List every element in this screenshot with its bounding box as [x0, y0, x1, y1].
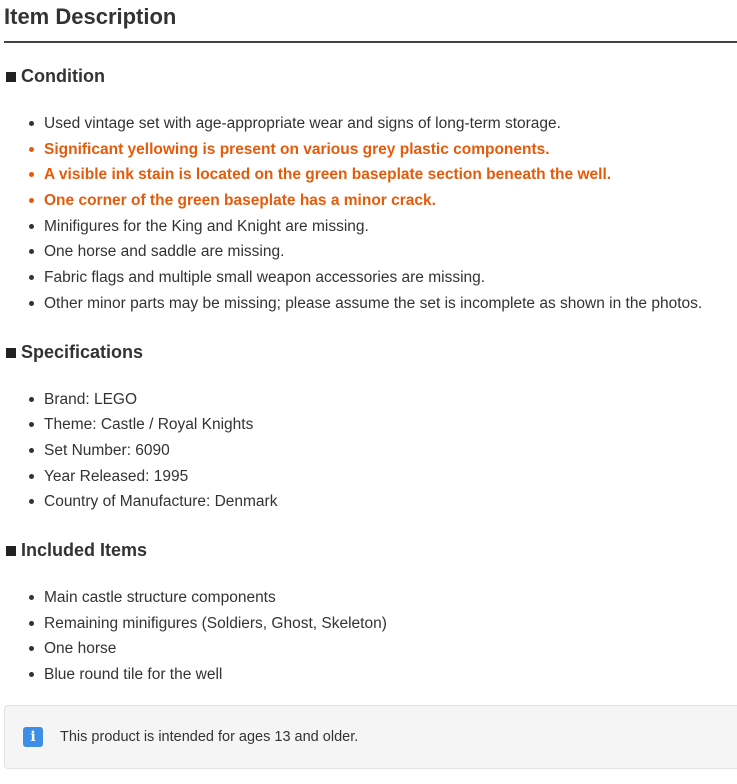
condition-item-text: A visible ink stain is located on the green baseplate section beneath the well.: [44, 166, 612, 184]
spec-item: [4, 387, 737, 413]
included-items-heading: [4, 539, 737, 561]
bullet-icon: [29, 448, 34, 453]
spec-item-text: Country of Manufacture: Denmark: [44, 493, 278, 511]
square-bullet-icon: [6, 348, 16, 358]
bullet-icon: [29, 275, 34, 280]
bullet-icon: [29, 121, 34, 126]
condition-item-text: Used vintage set with age-appropriate wear and signs of long-term storage.: [44, 115, 561, 132]
condition-item: [4, 239, 737, 265]
included-items-list: [4, 585, 737, 688]
spec-item-text: Year Released: 1995: [44, 467, 189, 485]
bullet-icon: [29, 422, 34, 427]
bullet-icon: [29, 595, 34, 600]
included-item-text: Main castle structure components: [44, 588, 276, 606]
bullet-icon: [29, 474, 34, 479]
included-item: [4, 585, 737, 611]
condition-item-alert: [4, 188, 737, 214]
specifications-list: [4, 387, 737, 515]
bullet-icon: [29, 198, 34, 203]
square-bullet-icon: [6, 72, 16, 82]
bullet-icon: [29, 672, 34, 677]
condition-item-text: One corner of the green baseplate has a minor crack.: [44, 192, 436, 210]
spec-item-text: Set Number: 6090: [44, 441, 170, 459]
spec-item-text: Brand: LEGO: [44, 390, 138, 408]
condition-item: [4, 214, 737, 240]
specifications-heading: [4, 341, 737, 363]
condition-item: [4, 291, 737, 317]
bullet-icon: [29, 301, 34, 306]
bullet-icon: [29, 499, 34, 504]
info-icon: i: [23, 727, 43, 747]
included-item: [4, 636, 737, 662]
included-item: [4, 611, 737, 637]
age-notice-text: This product is intended for ages 13 and older.: [60, 728, 359, 745]
bullet-icon: [29, 172, 34, 177]
spec-item: [4, 489, 737, 515]
spec-item: [4, 438, 737, 464]
spec-item-text: Theme: Castle / Royal Knights: [44, 416, 254, 434]
included-items-heading-label: Included Items: [21, 539, 148, 560]
condition-item-text: One horse and saddle are missing.: [44, 243, 285, 261]
bullet-icon: [29, 621, 34, 626]
included-item-text: Remaining minifigures (Soldiers, Ghost, Skeleton): [44, 614, 387, 632]
condition-item-text: Minifigures for the King and Knight are missing.: [44, 217, 369, 235]
condition-list: [4, 111, 737, 317]
condition-item-text: Other minor parts may be missing; please assume the set is incomplete as shown in the photos.: [44, 294, 703, 312]
condition-item: [4, 265, 737, 291]
condition-item: [4, 111, 737, 137]
page-title: Item Description: [4, 0, 737, 43]
included-item-text: Blue round tile for the well: [44, 666, 223, 683]
bullet-icon: [29, 147, 34, 152]
specifications-heading-label: Specifications: [21, 341, 144, 362]
bullet-icon: [29, 249, 34, 254]
condition-item-alert: [4, 137, 737, 163]
bullet-icon: [29, 646, 34, 651]
square-bullet-icon: [6, 546, 16, 556]
condition-item-alert: [4, 162, 737, 188]
included-item: [4, 662, 737, 688]
included-item-text: One horse: [44, 640, 117, 658]
condition-item-text: Fabric flags and multiple small weapon accessories are missing.: [44, 269, 486, 287]
bullet-icon: [29, 397, 34, 402]
spec-item: [4, 412, 737, 438]
condition-heading: [4, 65, 737, 87]
spec-item: [4, 464, 737, 490]
age-notice: [4, 705, 737, 769]
condition-item-text: Significant yellowing is present on various grey plastic components.: [44, 140, 550, 158]
bullet-icon: [29, 224, 34, 229]
condition-heading-label: Condition: [21, 66, 105, 86]
